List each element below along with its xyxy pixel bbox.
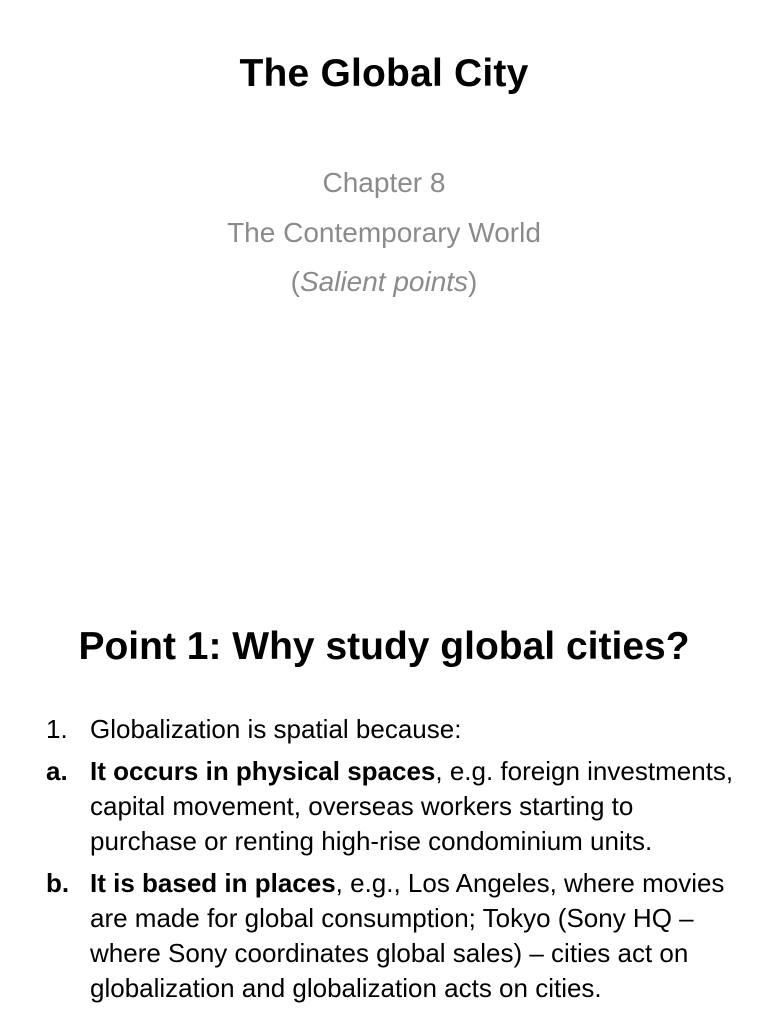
item-text: Globalization is spatial because: xyxy=(90,714,462,744)
item-text: , e.g. foreign investments, capital movement, overseas workers starting to purchase or renting high-rise condominium units. xyxy=(90,756,734,856)
chapter-label: Chapter 8 xyxy=(322,167,446,198)
item-lead: It is based in places xyxy=(90,868,336,898)
note-close-paren: ) xyxy=(468,266,478,297)
list-item xyxy=(46,866,746,1006)
slide-title: The Global City xyxy=(239,52,529,95)
list-marker: a. xyxy=(46,756,68,786)
note-open-paren: ( xyxy=(290,266,300,297)
item-text: , e.g., Los Angeles, where movies are made for global consumption; Tokyo (Sony HQ – where Sony coordinates global sales) – cities act on globalization and globalization acts on cities. xyxy=(90,868,725,1003)
list-item xyxy=(46,754,746,859)
point-1-slide xyxy=(0,580,768,1024)
point-title: Point 1: Why study global cities? xyxy=(78,625,690,668)
salient-points-note xyxy=(0,266,768,298)
list-marker: 1. xyxy=(46,714,68,744)
point-list xyxy=(46,712,746,1013)
note-text: Salient points xyxy=(299,266,469,297)
course-label: The Contemporary World xyxy=(227,217,541,248)
list-item xyxy=(46,712,746,747)
list-marker: b. xyxy=(46,868,70,898)
item-lead: It occurs in physical spaces xyxy=(90,756,436,786)
